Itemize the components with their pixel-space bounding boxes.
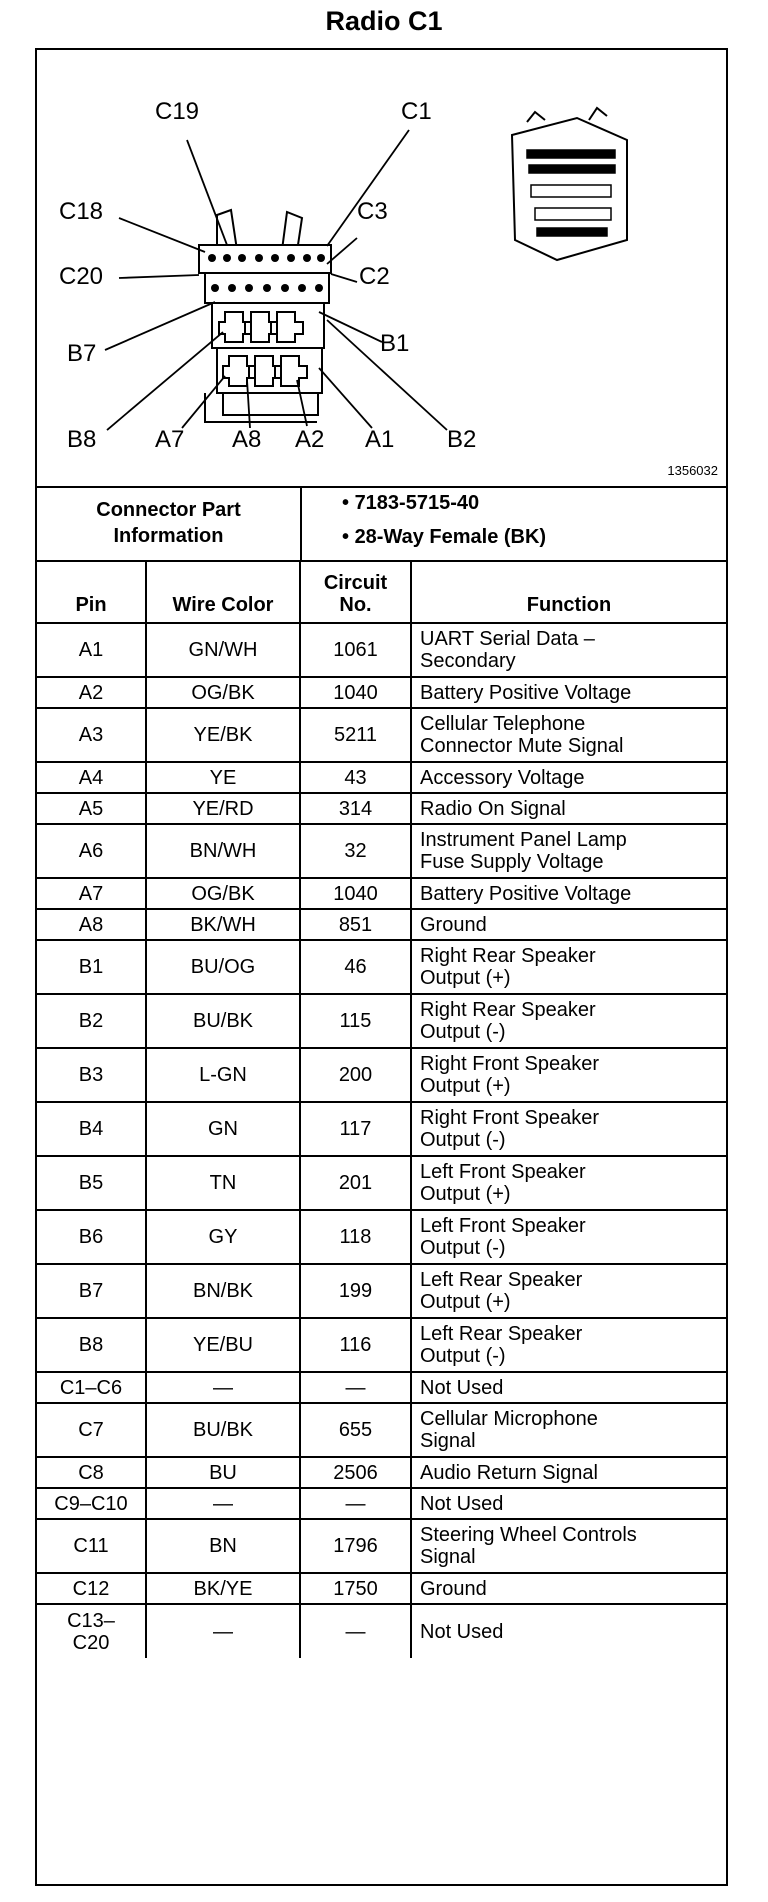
table-row (37, 1210, 726, 1264)
label-c19: C19 (155, 98, 200, 125)
cell-function-line: Not Used (420, 1620, 504, 1643)
table-row (37, 909, 726, 940)
cell-circuit: 1796 (300, 1519, 411, 1573)
cell-pin-line: C13– (67, 1609, 115, 1632)
cell-function (411, 1403, 726, 1457)
cell-function (411, 1573, 726, 1604)
cell-function (411, 940, 726, 994)
cell-wire-color: BU/BK (146, 994, 300, 1048)
cell-wire-color: YE/RD (146, 793, 300, 824)
connector-description: 28-Way Female (BK) (354, 526, 547, 548)
cell-circuit: 199 (300, 1264, 411, 1318)
cell-function-line: Right Front Speaker (420, 1107, 599, 1129)
cell-function (411, 1488, 726, 1519)
connector-info-label-line1: Connector Part (96, 499, 241, 521)
cell-function-line: Instrument Panel Lamp (420, 829, 627, 851)
cell-function-line: Output (-) (420, 1021, 506, 1043)
cell-function (411, 878, 726, 909)
cell-function (411, 1457, 726, 1488)
cell-function-line: Steering Wheel Controls (420, 1524, 637, 1546)
cell-function-line: Left Rear Speaker (420, 1269, 583, 1291)
cell-wire-color: OG/BK (146, 677, 300, 708)
cell-pin: B3 (37, 1048, 146, 1102)
cell-function-line: Left Front Speaker (420, 1161, 586, 1183)
cell-wire-color: BN/WH (146, 824, 300, 878)
cell-wire-color: OG/BK (146, 878, 300, 909)
cell-wire-color: BK/WH (146, 909, 300, 940)
cell-wire-color: — (146, 1488, 300, 1519)
cell-function (411, 623, 726, 677)
cell-function-line: Not Used (420, 1492, 504, 1515)
page-title: Radio C1 (325, 6, 443, 36)
label-b2: B2 (447, 426, 477, 453)
table-row (37, 1457, 726, 1488)
cell-pin: C11 (37, 1519, 146, 1573)
cell-pin: C8 (37, 1457, 146, 1488)
cell-function-line: Output (+) (420, 1075, 511, 1097)
part-number-line: • 7183-5715-40 (342, 492, 480, 514)
cell-circuit: — (300, 1604, 411, 1658)
cell-pin: B7 (37, 1264, 146, 1318)
cell-circuit: 200 (300, 1048, 411, 1102)
cell-function-line: Right Rear Speaker (420, 999, 596, 1021)
cell-function-line: Left Front Speaker (420, 1215, 586, 1237)
cell-circuit: 115 (300, 994, 411, 1048)
cell-circuit: 1040 (300, 677, 411, 708)
cell-circuit: 851 (300, 909, 411, 940)
cell-function (411, 1604, 726, 1658)
cell-function-line: Not Used (420, 1376, 504, 1399)
cell-pin: B5 (37, 1156, 146, 1210)
cell-function-line: Battery Positive Voltage (420, 681, 632, 704)
header-function: Function (411, 560, 726, 623)
cell-circuit: 43 (300, 762, 411, 793)
cell-wire-color: L-GN (146, 1048, 300, 1102)
label-b8: B8 (67, 426, 97, 453)
cell-wire-color: BK/YE (146, 1573, 300, 1604)
table-row (37, 1264, 726, 1318)
table-row (37, 824, 726, 878)
cell-pin: C7 (37, 1403, 146, 1457)
cell-pin: A4 (37, 762, 146, 793)
cell-function (411, 994, 726, 1048)
table-row (37, 1573, 726, 1604)
cell-function-line: Ground (420, 1577, 487, 1600)
cell-function (411, 708, 726, 762)
cell-function (411, 762, 726, 793)
connector-info (37, 486, 726, 562)
cell-pin: A1 (37, 623, 146, 677)
cell-wire-color: — (146, 1372, 300, 1403)
cell-wire-color: YE/BK (146, 708, 300, 762)
cell-pin: B1 (37, 940, 146, 994)
cell-circuit: 5211 (300, 708, 411, 762)
label-b7: B7 (67, 340, 97, 367)
cell-function-line: Output (+) (420, 967, 511, 989)
cell-pin: A7 (37, 878, 146, 909)
cell-pin (37, 1604, 146, 1658)
cell-wire-color: GN (146, 1102, 300, 1156)
table-row (37, 708, 726, 762)
cell-wire-color: — (146, 1604, 300, 1658)
cell-function-line: Output (+) (420, 1183, 511, 1205)
cell-function (411, 1519, 726, 1573)
cell-function (411, 677, 726, 708)
description-line: • 28-Way Female (BK) (342, 526, 547, 548)
label-a2: A2 (295, 426, 325, 453)
cell-wire-color: YE (146, 762, 300, 793)
cell-circuit: 46 (300, 940, 411, 994)
cell-wire-color: GN/WH (146, 623, 300, 677)
cell-function-line: Signal (420, 1430, 476, 1452)
cell-pin: B8 (37, 1318, 146, 1372)
cell-circuit: 118 (300, 1210, 411, 1264)
cell-circuit: 116 (300, 1318, 411, 1372)
table-row (37, 1604, 726, 1658)
cell-pin: A8 (37, 909, 146, 940)
cell-pin-line: C20 (72, 1631, 110, 1654)
cell-wire-color: TN (146, 1156, 300, 1210)
part-number: 7183-5715-40 (354, 492, 480, 514)
cell-function-line: Right Front Speaker (420, 1053, 599, 1075)
figure-id: 1356032 (667, 463, 718, 478)
header-pin: Pin (37, 560, 146, 623)
table-row (37, 1156, 726, 1210)
cell-function-line: Cellular Microphone (420, 1408, 598, 1430)
header-circuit-line1: Circuit (323, 572, 388, 594)
cell-function-line: Secondary (420, 650, 516, 672)
label-a1: A1 (365, 426, 395, 453)
connector-diagram (37, 50, 726, 488)
cell-wire-color: BU/BK (146, 1403, 300, 1457)
cell-function-line: Connector Mute Signal (420, 735, 624, 757)
table-row (37, 1318, 726, 1372)
cell-wire-color: YE/BU (146, 1318, 300, 1372)
cell-pin: A3 (37, 708, 146, 762)
table-row (37, 677, 726, 708)
connector-info-label (37, 486, 302, 560)
cell-function-line: Accessory Voltage (420, 766, 585, 789)
table-row (37, 878, 726, 909)
cell-wire-color: BU (146, 1457, 300, 1488)
cell-function-line: Signal (420, 1546, 476, 1568)
cell-function (411, 1372, 726, 1403)
header-circuit (300, 560, 411, 623)
cell-wire-color: BN (146, 1519, 300, 1573)
table-row (37, 1488, 726, 1519)
cell-pin: B4 (37, 1102, 146, 1156)
cell-function-line: Right Rear Speaker (420, 945, 596, 967)
label-c2: C2 (359, 263, 390, 290)
connector-info-label-line2: Information (113, 525, 224, 547)
cell-circuit: 201 (300, 1156, 411, 1210)
header-circuit-line2: No. (339, 594, 372, 616)
cell-function-line: Output (-) (420, 1345, 506, 1367)
cell-function (411, 909, 726, 940)
cell-circuit: — (300, 1372, 411, 1403)
cell-function (411, 1210, 726, 1264)
label-c20: C20 (59, 263, 104, 290)
cell-circuit: 1061 (300, 623, 411, 677)
cell-function-line: Ground (420, 913, 487, 936)
table-row (37, 793, 726, 824)
cell-pin: B6 (37, 1210, 146, 1264)
cell-circuit: 1750 (300, 1573, 411, 1604)
cell-circuit: — (300, 1488, 411, 1519)
label-c1: C1 (401, 98, 432, 125)
table-row (37, 994, 726, 1048)
cell-pin: B2 (37, 994, 146, 1048)
table-row (37, 623, 726, 677)
cell-function-line: Radio On Signal (420, 797, 566, 820)
table-row (37, 1372, 726, 1403)
cell-circuit: 32 (300, 824, 411, 878)
cell-wire-color: BU/OG (146, 940, 300, 994)
cell-circuit: 655 (300, 1403, 411, 1457)
cell-function-line: Output (-) (420, 1237, 506, 1259)
cell-function (411, 1318, 726, 1372)
cell-function-line: Audio Return Signal (420, 1461, 598, 1484)
table-body (37, 623, 726, 1658)
cell-function-line: Left Rear Speaker (420, 1323, 583, 1345)
table-row (37, 1403, 726, 1457)
cell-pin: C9–C10 (37, 1488, 146, 1519)
cell-circuit: 1040 (300, 878, 411, 909)
table-row (37, 1102, 726, 1156)
table-row (37, 1048, 726, 1102)
connector-info-values (302, 486, 726, 560)
label-c3: C3 (357, 198, 388, 225)
connector-sheet (35, 48, 728, 1886)
cell-circuit: 314 (300, 793, 411, 824)
cell-function-line: Output (-) (420, 1129, 506, 1151)
cell-wire-color: BN/BK (146, 1264, 300, 1318)
cell-pin: A2 (37, 677, 146, 708)
header-wire-color: Wire Color (146, 560, 300, 623)
cell-function (411, 1264, 726, 1318)
table-header-row (37, 560, 726, 623)
cell-function-line: Cellular Telephone (420, 713, 586, 735)
cell-wire-color: GY (146, 1210, 300, 1264)
pinout-table (37, 560, 726, 1658)
cell-pin: C1–C6 (37, 1372, 146, 1403)
cell-function-line: Fuse Supply Voltage (420, 851, 604, 873)
cell-function (411, 824, 726, 878)
cell-function-line: Output (+) (420, 1291, 511, 1313)
label-a8: A8 (232, 426, 262, 453)
label-c18: C18 (59, 198, 104, 225)
cell-circuit: 2506 (300, 1457, 411, 1488)
label-b1: B1 (380, 330, 410, 357)
cell-function (411, 1156, 726, 1210)
table-row (37, 940, 726, 994)
table-row (37, 1519, 726, 1573)
cell-circuit: 117 (300, 1102, 411, 1156)
cell-pin: A5 (37, 793, 146, 824)
cell-function (411, 793, 726, 824)
table-row (37, 762, 726, 793)
cell-pin: C12 (37, 1573, 146, 1604)
cell-function (411, 1102, 726, 1156)
cell-function (411, 1048, 726, 1102)
cell-pin: A6 (37, 824, 146, 878)
label-a7: A7 (155, 426, 185, 453)
cell-function-line: UART Serial Data – (420, 628, 595, 650)
cell-function-line: Battery Positive Voltage (420, 882, 632, 905)
